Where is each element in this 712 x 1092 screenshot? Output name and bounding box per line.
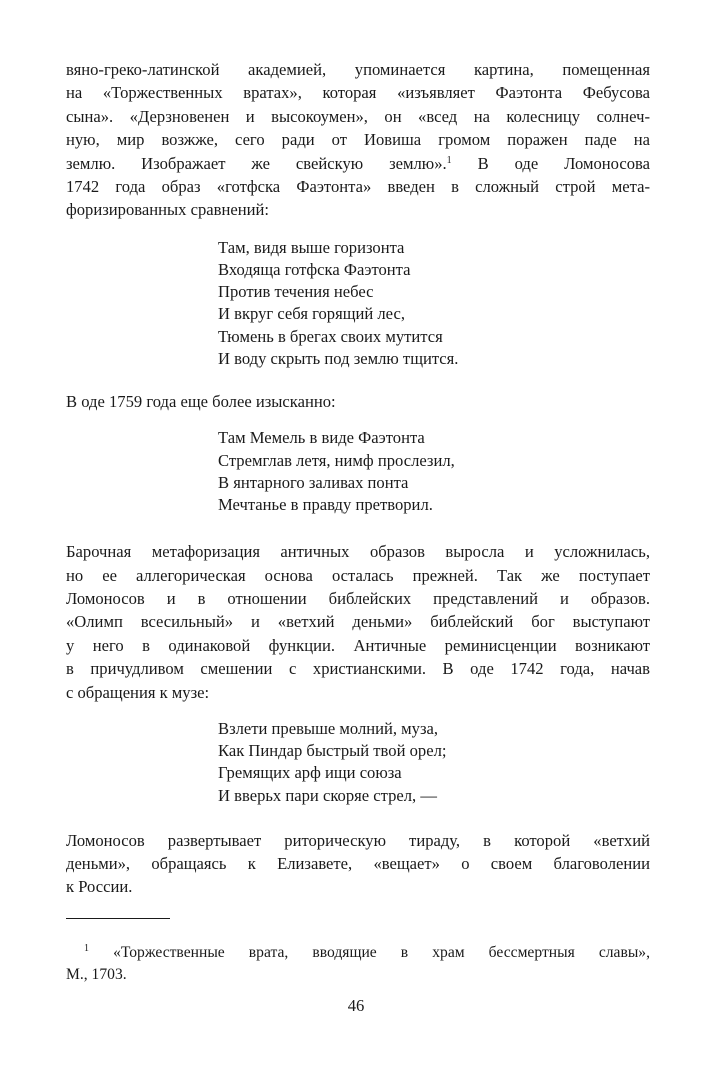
verse-line: Тюмень в брегах своих мутится [218, 326, 443, 346]
text-line: Ломоносов развертывает риторическую тираду, в которой «ветхий [66, 830, 650, 850]
text-line: ную, мир возжже, сего ради от Иовиша громом поражен паде на [66, 130, 650, 150]
paragraph-3 [66, 540, 650, 704]
paragraph-4 [66, 829, 650, 899]
text-line: с обращения к музе: [66, 682, 210, 702]
text-line: вяно-греко-латинской академией, упоминается картина, помещенная [66, 60, 650, 79]
paragraph-2 [66, 390, 650, 413]
verse-line: Там, видя выше горизонта [218, 237, 405, 257]
text-line: на «Торжественных вратах», которая «изъявляет Фаэтонта Фебусова [66, 83, 650, 103]
text-line: но ее аллегорическая основа осталась прежней. Так же поступает [66, 565, 650, 585]
text-line: Барочная метафоризация античных образов выросла и усложнилась, [66, 542, 650, 562]
verse-quote-1 [66, 237, 650, 370]
text-segment: землю. Изображает же свейскую землю». [66, 153, 447, 173]
verse-line: Взлети превыше молний, муза, [218, 718, 439, 738]
footnote-line [66, 942, 650, 964]
paragraph-1 [66, 58, 650, 222]
text-segment: В оде Ломоносова [477, 153, 650, 173]
verse-line: В янтарного заливах понта [218, 472, 409, 492]
text-line: деньми», обращаясь к Елизавете, «вещает» о своем благоволении [66, 854, 650, 874]
text-line: к России. [66, 877, 133, 897]
verse-line: Входяща готфска Фаэтонта [218, 259, 411, 279]
text-line: у него в одинаковой функции. Античные реминисценции возникают [66, 635, 650, 655]
footnote-text: «Торжественные врата, вводящие в храм бессмертныя славы», [113, 944, 650, 961]
text-line [66, 152, 650, 175]
verse-line: Как Пиндар быстрый твой орел; [218, 741, 447, 761]
footnote [66, 942, 650, 986]
verse-line: Стремглав летя, нимф прослезил, [218, 450, 455, 470]
verse-line: И вверьх пари скоряе стрел, — [218, 785, 437, 805]
page-number: 46 [347, 996, 365, 1015]
verse-line: И вкруг себя горящий лес, [218, 304, 405, 324]
footnote-marker: 1 [84, 943, 89, 954]
verse-line: Против течения небес [218, 282, 374, 302]
verse-quote-3 [66, 718, 650, 807]
page-body [66, 58, 650, 899]
text-line: в причудливом смешении с христианскими. В оде 1742 года, начав [66, 659, 650, 679]
verse-line: Там Мемель в виде Фаэтонта [218, 428, 425, 448]
text-line: 1742 года образ «готфска Фаэтонта» введен в сложный строй мета- [66, 176, 650, 196]
footnote-reference: 1 [446, 154, 452, 166]
text-line: «Олимп всесильный» и «ветхий деньми» библейский бог выступают [66, 612, 650, 632]
text-line: Ломоносов и в отношении библейских представлений и образов. [66, 588, 650, 608]
footnote-divider [66, 918, 170, 919]
text-line: В оде 1759 года еще более изысканно: [66, 391, 336, 411]
verse-line: И воду скрыть под землю тщится. [218, 348, 459, 368]
verse-quote-2 [66, 427, 650, 516]
footnote-line: М., 1703. [66, 966, 127, 983]
text-line: форизированных сравнений: [66, 200, 269, 220]
verse-line: Гремящих арф ищи союза [218, 763, 402, 783]
text-line: сына». «Дерзновенен и высокоумен», он «всед на колесницу солнеч- [66, 106, 650, 126]
verse-line: Мечтанье в правду претворил. [218, 494, 433, 514]
